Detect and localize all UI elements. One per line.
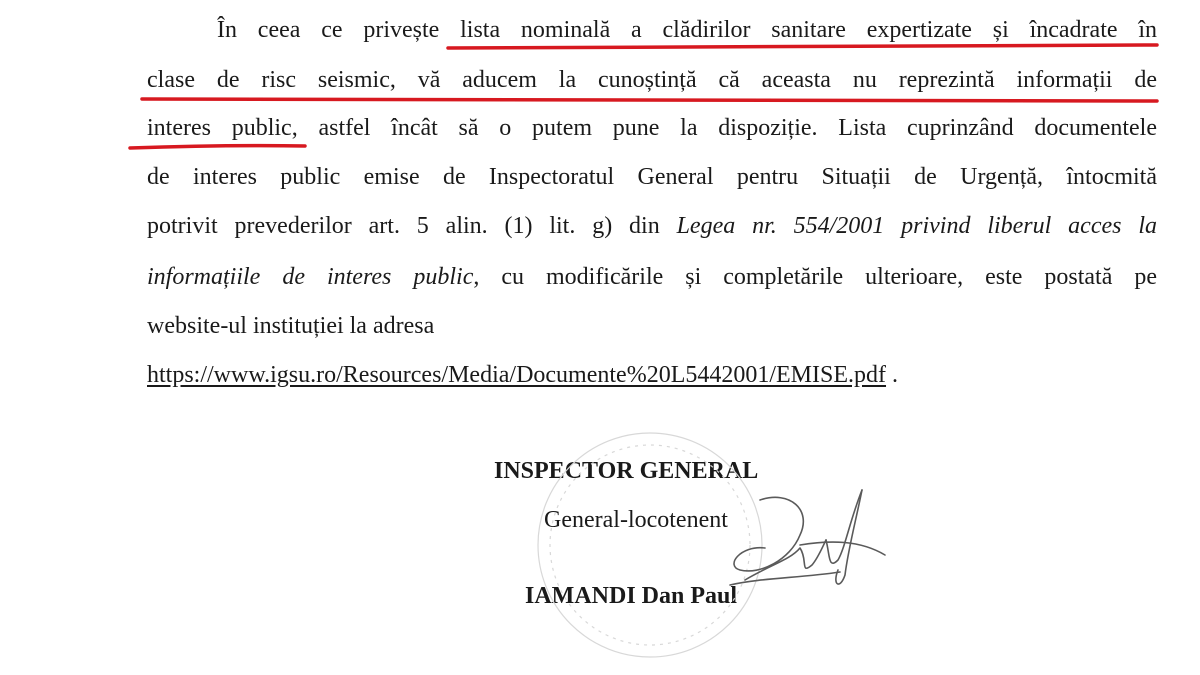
- paragraph-line-1: În ceea ce privește lista nominală a clădirilor sanitare expertizate și încadrate în: [217, 17, 1157, 43]
- law-title-part-2: informațiile de interes public: [147, 264, 474, 290]
- law-title-part-1: Legea nr. 554/2001 privind liberul acces la: [676, 213, 1157, 239]
- red-underline-2: [142, 99, 1157, 101]
- signatory-rank: General-locotenent: [544, 507, 728, 533]
- paragraph-line-4: de interes public emise de Inspectoratul General pentru Situații de Urgență, întocmită: [147, 164, 1157, 190]
- line-6-text: , cu modificările și completările ulterioare, este postată pe: [473, 264, 1157, 290]
- paragraph-line-2: clase de risc seismic, vă aducem la cunoștință că aceasta nu reprezintă informații de: [147, 67, 1157, 93]
- paragraph-line-3: interes public, astfel încât să o putem pune la dispoziție. Lista cuprinzând documentele: [147, 115, 1157, 141]
- paragraph-line-5: [147, 211, 1157, 241]
- paragraph-line-7: website-ul instituției la adresa: [147, 313, 435, 339]
- line-5-text: potrivit prevederilor art. 5 alin. (1) lit. g) din: [147, 213, 677, 239]
- url-line: [147, 360, 898, 390]
- signatory-name: IAMANDI Dan Paul: [525, 583, 738, 609]
- red-underline-3: [130, 146, 305, 148]
- signatory-title: INSPECTOR GENERAL: [494, 458, 759, 484]
- paragraph-line-6: [147, 262, 1157, 292]
- handwritten-signature: [730, 490, 885, 585]
- url-trailing-period: .: [892, 362, 899, 388]
- red-underline-1: [448, 45, 1157, 48]
- document-url-link[interactable]: https://www.igsu.ro/Resources/Media/Documente%20L5442001/EMISE.pdf: [147, 362, 887, 388]
